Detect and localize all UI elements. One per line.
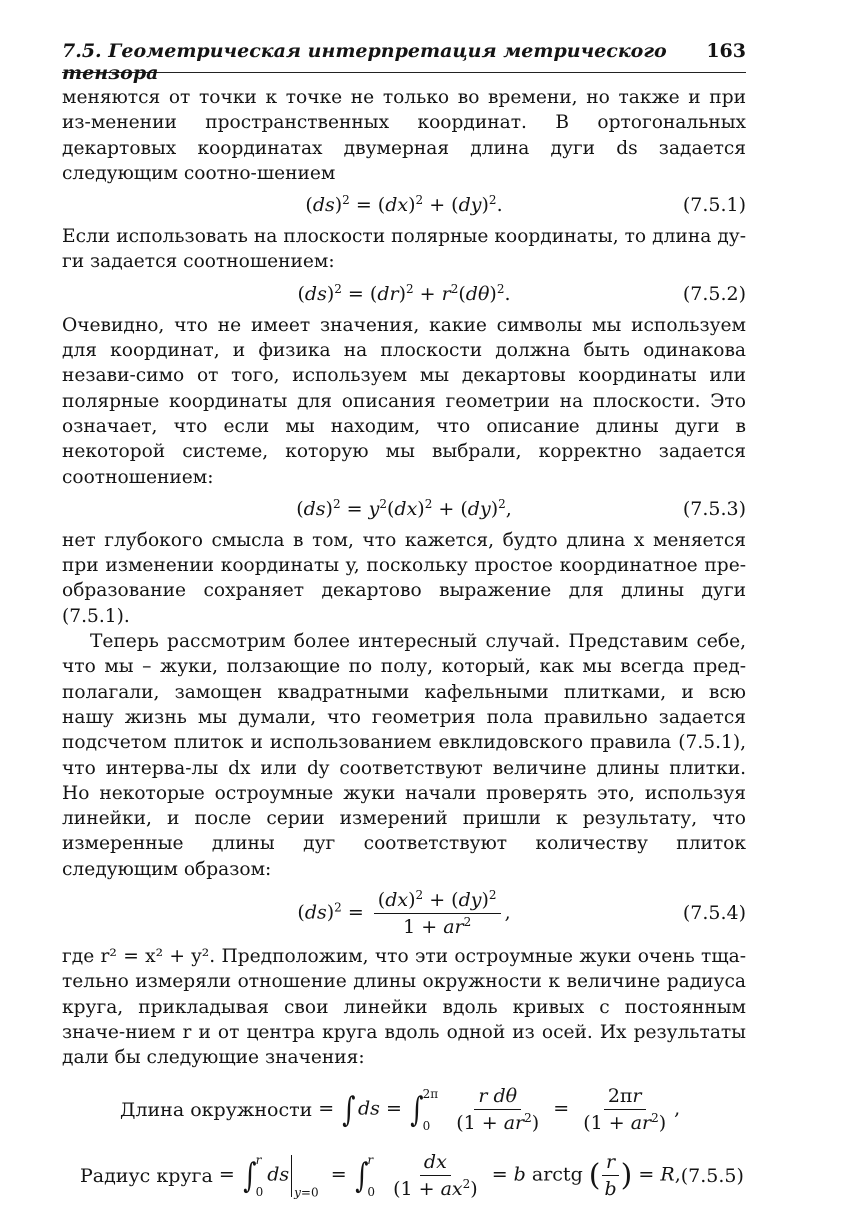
paragraph-2: Если использовать на плоскости полярные координаты, то длина ду-ги задается соотношением: [62, 226, 746, 273]
page [62, 40, 746, 1209]
paragraph-1: меняются от точки к точке не только во времени, но также и при из-менении пространственных координат. В ортогональных декартовых координатах двумерная длина дуги ds задается следующим соотно-шением [62, 87, 746, 184]
equation-7-5-5: Радиус круга = ∫ r 0 $ds_{y=0}$ = ∫ r 0 $\frac{dx}{(1 + ax^2)}$ = b arctg ( $\frac{r}{b}$ ) = R, (7.5.5) [80, 1151, 744, 1200]
equation-number: (7.5.5) [680, 1164, 744, 1187]
radius-label: Радиус круга [80, 1164, 213, 1187]
equation-7-5-2: $(ds)^2 = (dr)^2 + r^2(d\theta)^2$. (7.5.2) [297, 281, 746, 305]
equation-7-5-3: $(ds)^2 = y^2(dx)^2 + (dy)^2$, (7.5.3) [296, 496, 746, 520]
paragraph-3: Очевидно, что не имеет значения, какие символы мы используем для координат, и физика на плоскости должна быть одинакова незави-симо от того, используем мы декартовы координаты или полярные координаты для описания геометрии на плоскости. Это означает, что если мы находим, что описание длины дуги в некоторой системе, которую мы выбрали, корректно задается соотношением: [62, 314, 746, 488]
page-number: 163 [706, 40, 746, 62]
paragraph-5: Теперь рассмотрим более интересный случай. Представим себе, что мы – жуки, ползающие по полу, который, как мы всегда пред-полагали, замощен квадратными кафельными плитками, и всю нашу жизнь мы думали, что геометрия пола правильно задается подсчетом плиток и использованием евклидовского правила (7.5.1), что интерва-лы dx или dy соответствуют величине длины плитки. Но некоторые остроумные жуки начали проверять это, используя линейки, и после серии измерений пришли к результату, что измеренные длины дуг соответствуют количеству плиток следующим образом: [62, 631, 746, 880]
circumference-label: Длина окружности [120, 1098, 313, 1121]
equation-number: (7.5.4) [682, 902, 746, 925]
paragraph-6: где r² = x² + y². Предположим, что эти остроумные жуки очень тща-тельно измеряли отношение длины окружности к величине радиуса круга, прикладывая свои линейки вдоль кривых с постоянным значе-нием r и от центра круга вдоль одной из осей. Их результаты дали бы следующие значения: [62, 946, 746, 1069]
equation-number: (7.5.3) [682, 497, 746, 520]
equation-7-5-4: (ds)$^2$ = $\frac{(dx)^2 + (dy)^2}{1 + ar^2}$ , (7.5.4) [297, 887, 746, 938]
section-title: 7.5. Геометрическая интерпретация метрического тензора [62, 40, 667, 84]
paragraph-4: нет глубокого смысла в том, что кажется, будто длина x меняется при изменении координаты y, поскольку простое координатное пре-образование сохраняет декартово выражение для длины дуги (7.5.1). [62, 529, 746, 627]
equation-number: (7.5.2) [682, 282, 746, 305]
equation-number: (7.5.1) [682, 194, 746, 217]
equation-7-5-1: (ds)$^2$ = (dx)$^2$ + (dy)$^2$. (7.5.1) [305, 193, 746, 217]
equation-circumference: Длина окружности = ∫ ds = ∫ 2π 0 $\frac{\text{r dθ}}{(1 + ar^2)}$ = $\frac{2\pi r}{(1 + ar^2)}$ , [120, 1085, 681, 1134]
running-header [62, 40, 746, 84]
